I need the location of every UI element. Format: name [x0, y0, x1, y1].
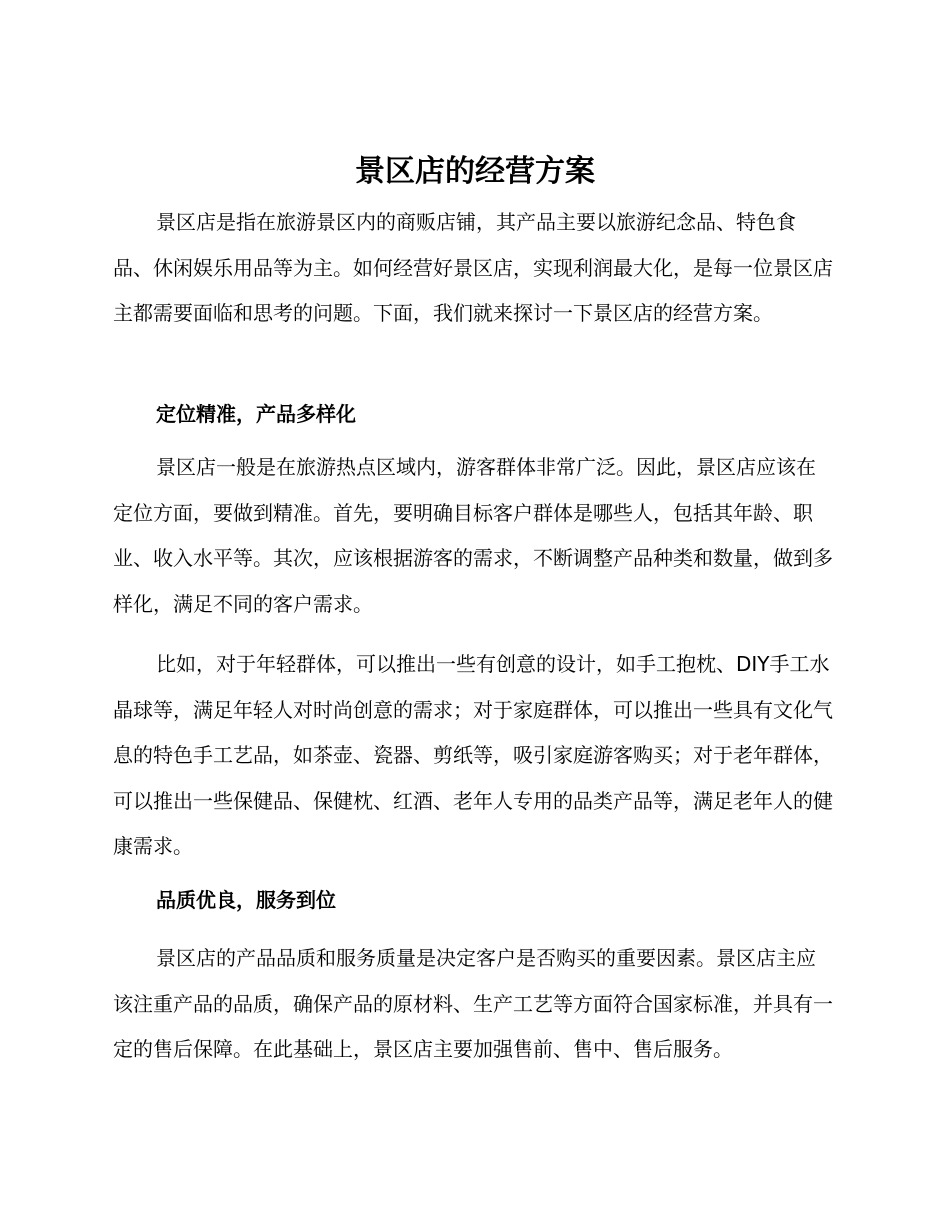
document-title: 景区店的经营方案 — [355, 154, 595, 189]
section-heading-positioning: 定位精准，产品多样化 — [156, 402, 356, 426]
section-heading-quality: 品质优良，服务到位 — [156, 888, 336, 912]
intro-paragraph: 景区店是指在旅游景区内的商贩店铺，其产品主要以旅游纪念品、特色食品、休闲娱乐用品等为主。如何经营好景区店，实现利润最大化，是每一位景区店主都需要面临和思考的问题。下面，我们就来探讨一下景区店的经营方案。 — [113, 210, 833, 325]
positioning-paragraph: 景区店一般是在旅游热点区域内，游客群体非常广泛。因此，景区店应该在定位方面，要做到精准。首先，要明确目标客户群体是哪些人，包括其年龄、职业、收入水平等。其次，应该根据游客的需求，不断调整产品种类和数量，做到多样化，满足不同的客户需求。 — [113, 455, 833, 616]
quality-paragraph: 景区店的产品品质和服务质量是决定客户是否购买的重要因素。景区店主应该注重产品的品质，确保产品的原材料、生产工艺等方面符合国家标准，并具有一定的售后保障。在此基础上，景区店主要加强售前、售中、售后服务。 — [113, 946, 833, 1061]
examples-paragraph: 比如，对于年轻群体，可以推出一些有创意的设计，如手工抱枕、DIY手工水晶球等，满足年轻人对时尚创意的需求；对于家庭群体，可以推出一些具有文化气息的特色手工艺品，如茶壶、瓷器、剪纸等，吸引家庭游客购买；对于老年群体，可以推出一些保健品、保健枕、红酒、老年人专用的品类产品等，满足老年人的健康需求。 — [113, 652, 833, 858]
